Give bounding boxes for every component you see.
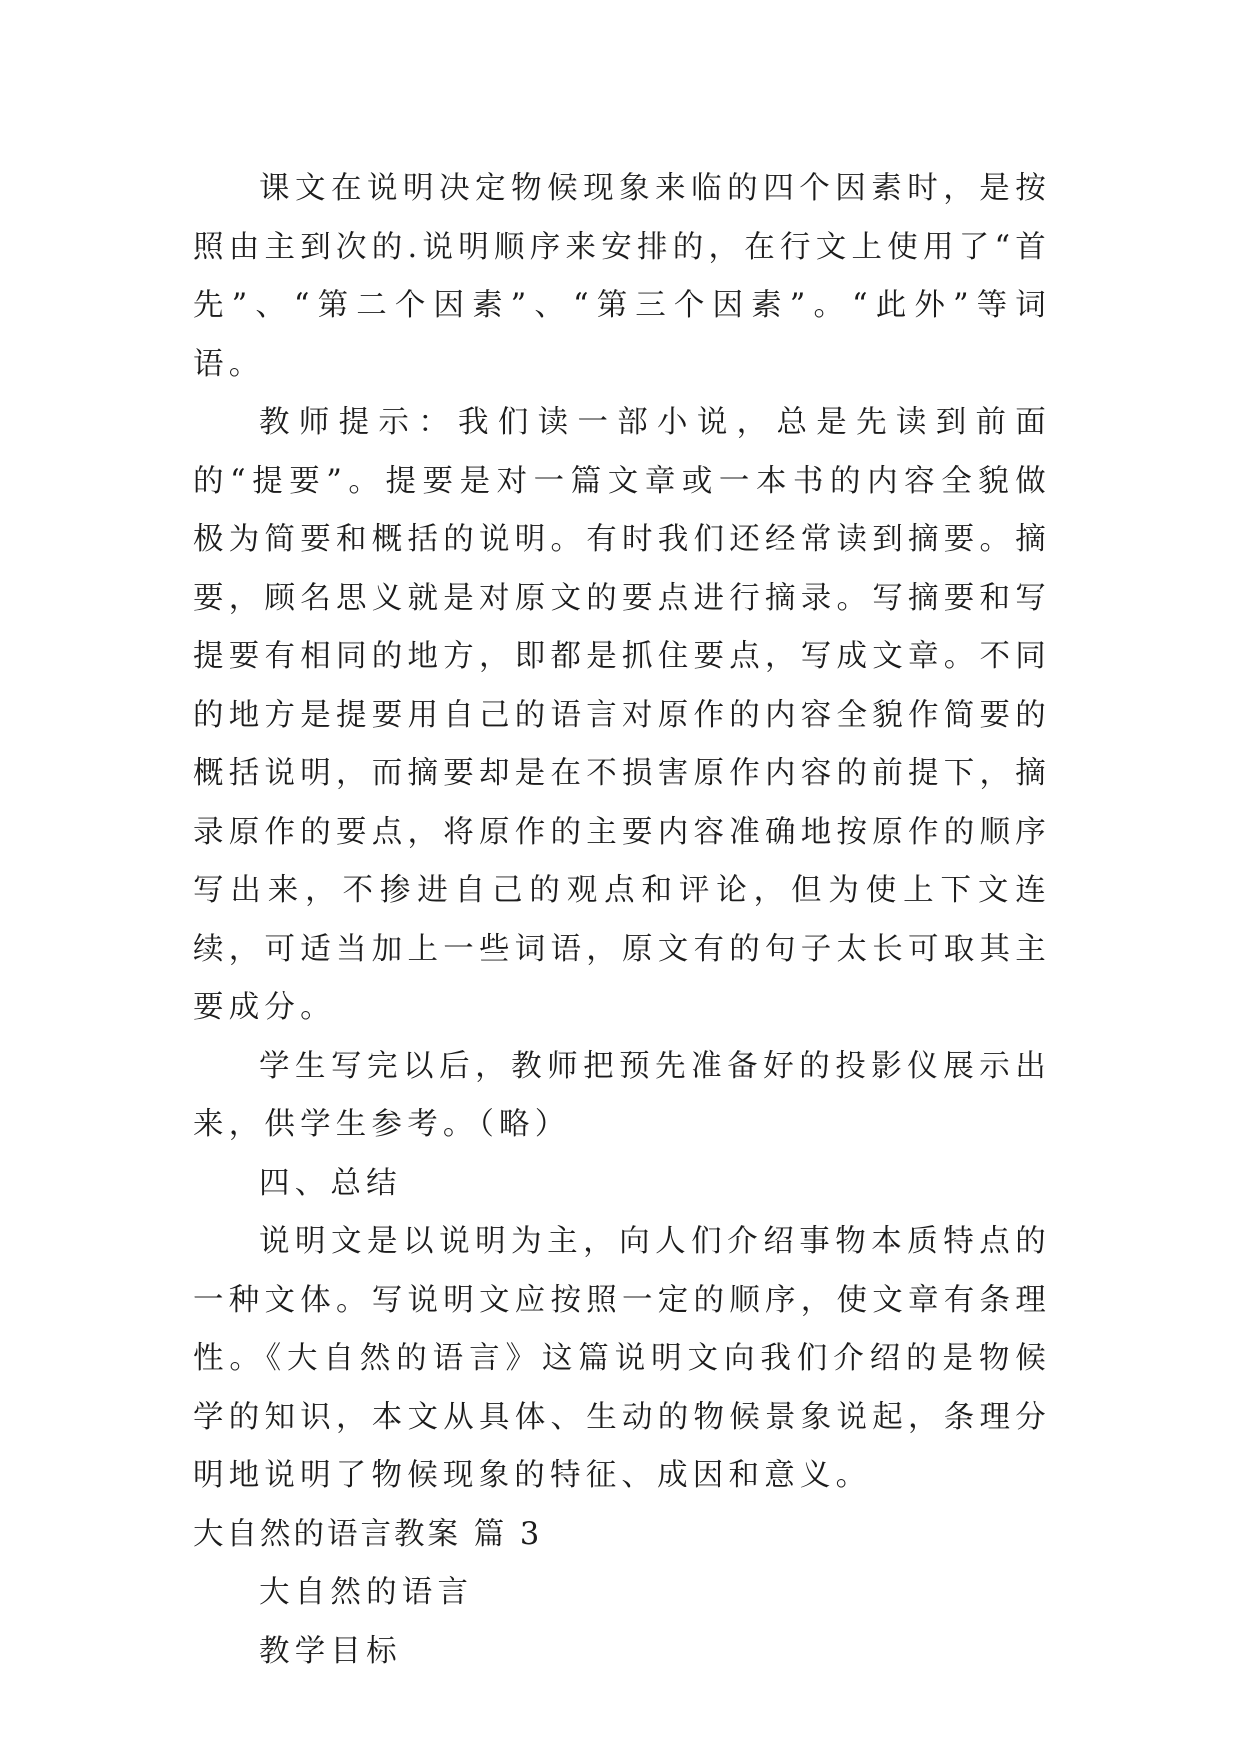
paragraph-summary: 说明文是以说明为主，向人们介绍事物本质特点的一种文体。写说明文应按照一定的顺序，使文章有条理性。《大自然的语言》这篇说明文向我们介绍的是物候学的知识，本文从具体、生动的物候景象说起，条理分明地说明了物候现象的特征、成因和意义。	[193, 1224, 1051, 1493]
subheading-summary: 四、总结	[259, 1165, 402, 1201]
teaching-goals-label: 教学目标	[259, 1633, 402, 1669]
document-body	[193, 160, 1051, 1681]
paragraph-explanation-order: 课文在说明决定物候现象来临的四个因素时，是按照由主到次的.说明顺序来安排的，在行文上使用了“首先”、“第二个因素”、“第三个因素”。“此外”等词语。	[193, 171, 1051, 382]
section-heading: 大自然的语言教案 篇 3	[193, 1516, 543, 1552]
paragraph-teacher-tip: 教师提示：我们读一部小说，总是先读到前面的“提要”。提要是对一篇文章或一本书的内容全貌做极为简要和概括的说明。有时我们还经常读到摘要。摘要，顾名思义就是对原文的要点进行摘录。写摘要和写提要有相同的地方，即都是抓住要点，写成文章。不同的地方是提要用自己的语言对原作的内容全貌作简要的概括说明，而摘要却是在不损害原作内容的前提下，摘录原作的要点，将原作的主要内容准确地按原作的顺序写出来，不掺进自己的观点和评论，但为使上下文连续，可适当加上一些词语，原文有的句子太长可取其主要成分。	[193, 405, 1051, 1025]
paragraph-student-writing: 学生写完以后，教师把预先准备好的投影仪展示出来，供学生参考。（略）	[193, 1048, 1051, 1142]
lesson-title: 大自然的语言	[259, 1575, 474, 1610]
